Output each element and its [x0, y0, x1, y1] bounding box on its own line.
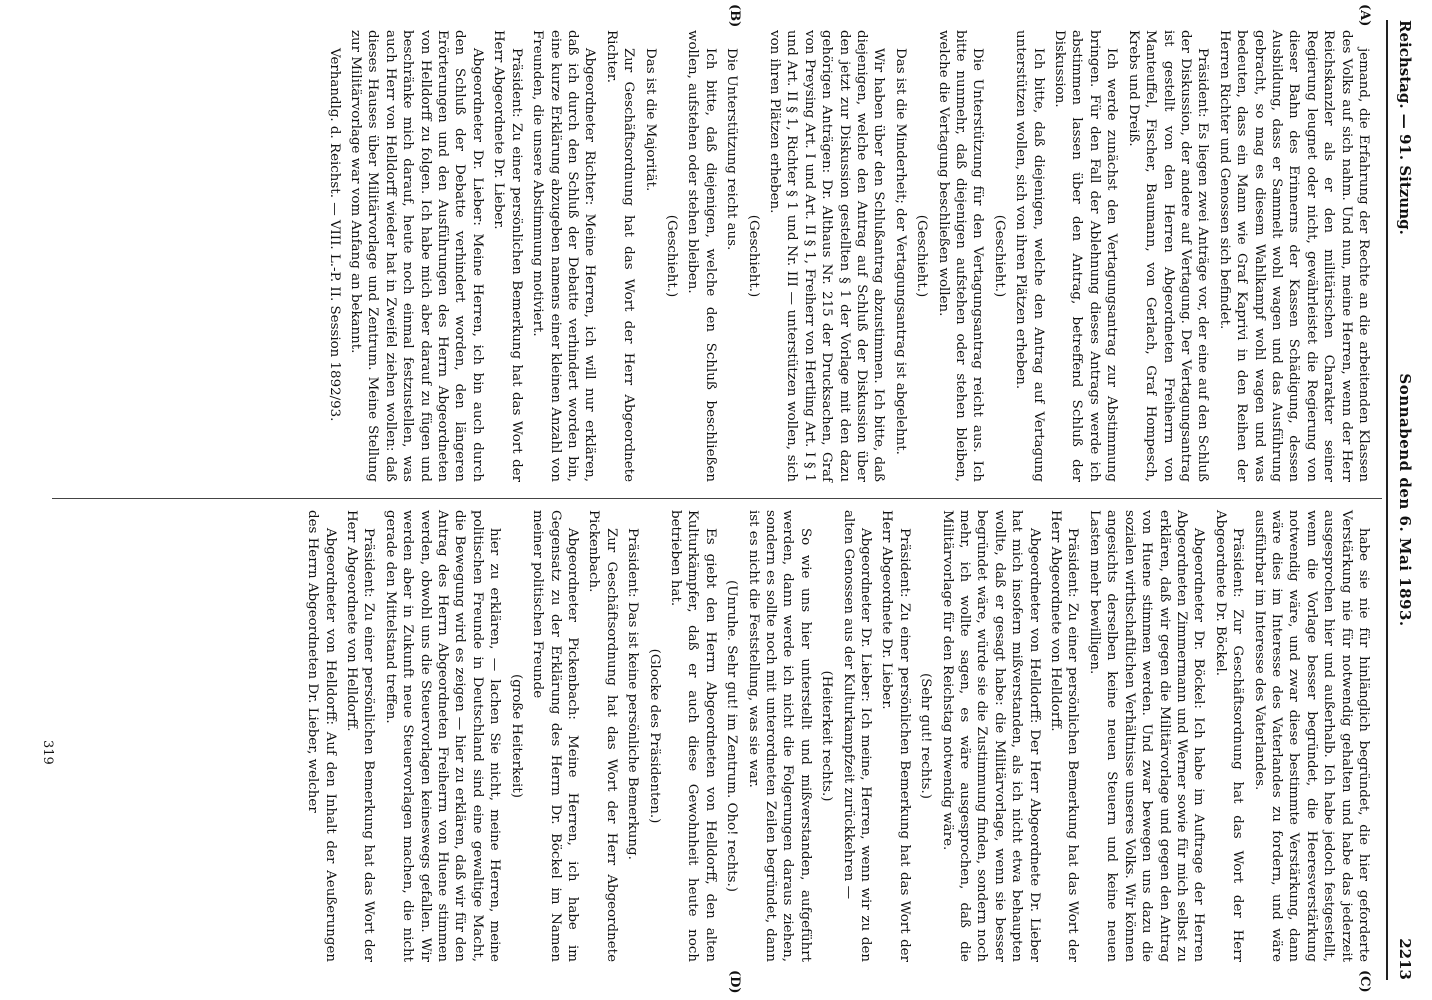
paragraph: Abgeordneter von Helldorff: Der Herr Abgeordnete Dr. Lieber hat mich insofern mißverstanden, als ich nicht etwa behaupten wollte, daß er gesagt habe: die Militärvorlage, wenn sie besser begründet wäre, würde sie die Zustimmung finden, sondern noch mehr, ich wollte sagen, es wäre ausgesprochen, daß die Militärvorlage für den Reichstag notwendig wäre.	[939, 510, 1042, 962]
paragraph: Ich werde zunächst den Vertagungsantrag zur Abstimmung bringen. Für den Fall der Ablehnung dieses Antrags werde ich abstimmen lassen über den Antrag, betreffend Schluß der Diskussion.	[1052, 30, 1120, 482]
paragraph: (Geschieht.)	[663, 214, 679, 298]
right-column	[300, 510, 1372, 962]
paragraph: Abgeordneter Dr. Lieber: Ich meine, Herren, wenn wir zu den alten Genossen aus der Kulturkampfzeit zurückkehren —	[840, 510, 874, 962]
paragraph: Wir haben über den Schlußantrag abzustimmen. Ich bitte, daß diejenigen, welche den Antrag auf Schluß der Diskussion über den jetzt zur Diskussion gestellten § 1 der Vorlage mit den dazu gehörigen Anträgen: Dr. Althaus Nr. 215 der Drucksachen, Graf von Preysing Art. I und Art. II § 1, Freiherr von Hertling Art. I § 1 und Art. II § 1, Richter § 1 und Nr. III — unterstützen wollen, sich von ihren Plätzen erheben.	[767, 30, 887, 482]
paragraph: Zur Geschäftsordnung hat das Wort der Herr Abgeordnete Richter.	[603, 30, 637, 482]
paragraph: jemand, die Erfahrung der Rechte an die arbeitenden Klassen des Volks auf sich nahm. Und nun, meine Herren, wenn der Herr Reichskanzler als er den militärischen Charakter seiner Regierung leugnet oder nicht, gewährleistet die Regierung von dieser Bahn des Erinnerns der Kassen Schädigung, dessen Ausbildung, dass er Sammelt wohl wagen und das Ausführung gebracht, so mag es diesem Wahlkampf wohl wagen und was bedeuten, dass ein Mann wie Graf Kaprivi in den Reihen der Herren Richter und Genossen sich befindet.	[1216, 30, 1371, 482]
header-left: Reichstag. — 91. Sitzung.	[1396, 20, 1414, 235]
left-column	[321, 30, 1372, 482]
paragraph: Abgeordneter von Helldorff: Auf den Inhalt der Aeußerungen des Herrn Abgeordneten Dr. Lieber, welcher	[305, 510, 338, 962]
paragraph: Präsident: Es liegen zwei Anträge vor, der eine auf den Schluß der Diskussion, der andere auf Vertagung. Der Vertagungsantrag ist gestellt von den Herren Abgeordneten Freiherrn von Manteuffel, Fischer, Baumann, von Gerlach, Graf Hompesch, Krebs und Dreiß.	[1125, 30, 1211, 482]
paragraph: Präsident: Zu einer persönlichen Bemerkung hat das Wort der Herr Abgeordnete von Helldorff.	[344, 510, 377, 962]
paragraph: (Geschieht.)	[914, 214, 930, 298]
paragraph: Das ist die Minderheit; der Vertagungsantrag ist abgelehnt.	[892, 48, 908, 455]
paragraph: (Unruhe. Sehr gut! im Zentrum. Oho! rechts.)	[724, 579, 740, 892]
paragraph: Präsident: Zu einer persönlichen Bemerkung hat das Wort der Herr Abgeordnete von Helldorff.	[1048, 510, 1081, 962]
paragraph: (Geschieht.)	[991, 214, 1007, 298]
paragraph: Präsident: Zu einer persönlichen Bemerkung hat das Wort der Herr Abgeordnete Dr. Lieber.	[491, 30, 524, 482]
paragraph: Präsident: Das ist keine persönliche Bemerkung.	[625, 528, 641, 860]
paragraph: Präsident: Zur Geschäftsordnung hat das Wort der Herr Abgeordnete Dr. Böckel.	[1212, 510, 1246, 962]
header-rule	[1386, 20, 1388, 980]
paragraph: Verhandlg. d. Reichst. — VIII. L.-P. II. Session 1892/93.	[326, 48, 342, 422]
paragraph: (Heiterkeit rechts.)	[819, 670, 835, 802]
footer-page-number: 319	[40, 740, 55, 765]
paragraph: Ich bitte, daß diejenigen, welche den Antrag auf Vertagung unterstützen wollen, sich von ihren Plätzen erheben.	[1013, 30, 1046, 482]
margin-mark-d: (D)	[727, 970, 742, 994]
paragraph: Zur Geschäftsordnung hat das Wort der Herr Abgeordnete Pickenbach.	[586, 510, 619, 962]
paragraph: Abgeordneter Pickenbach: Meine Herren, ich habe im Gegensatz zu der Erklärung des Herrn Dr. Böckel im Namen meiner politischen Freunde	[530, 510, 580, 962]
paragraph: Abgeordneter Richter: Meine Herren, ich will nur erklären, daß ich durch den Schluß der Debatte verhindert worden bin, eine kurze Erklärung abzugeben namens einer kleinen Anzahl von Freunden, die unsere Abstimmung motiviert.	[530, 30, 598, 482]
paragraph: (große Heiterkeit)	[508, 674, 524, 798]
paragraph: So wie uns hier unterstellt und mißverstanden, aufgeführt werden, dann werde ich nicht die Folgerungen daraus ziehen, sondern es sollte noch mit unterordneten Zeilen begründet, dann ist es nicht die Feststellung, was sie war.	[745, 510, 813, 962]
paragraph: habe sie nie für hinlänglich begründet, die hier geforderte Verstärkung nie für notwendig gehalten und habe das jederzeit ausgesprochen hier und außerhalb. Ich habe jedoch festgestellt, wenn die Vorlage besser begründet, die Heeresverstärkung notwendig wäre, und zwar diese bestimmte Verstärkung, dann wäre dies im Interesse des Vaterlandes zu fordern, und wäre ausführbar im Interesse des Vaterlandes.	[1251, 510, 1371, 962]
margin-mark-c: (C)	[1357, 970, 1372, 993]
column-divider	[52, 498, 1382, 499]
paragraph: Es giebt den Herrn Abgeordneten von Helldorff, den alten Kulturkämpfer, daß er auch diese Gewohnheit heute noch betrieben hat.	[667, 510, 718, 962]
paragraph: hier zu erklären, — lachen Sie nicht, meine Herren, meine politischen Freunde in Deutschland sind eine gewaltige Macht, die Bewegung wird es zeigen — hier zu erklären, daß wir für den Antrag des Herrn Abgeordneten Freiherrn von Huene stimmen werden, obwohl uns die Steuervorlagen keineswegs gefallen. Wir werden aber in Zukunft neue Steuervorlagen machen, die nicht gerade den Mittelstand treffen.	[382, 510, 503, 962]
paragraph: (Geschieht.)	[745, 214, 761, 298]
paragraph: Die Unterstützung reicht aus.	[724, 48, 740, 251]
paragraph: Präsident: Zu einer persönlichen Bemerkung hat das Wort der Herr Abgeordnete Dr. Lieber.	[879, 510, 912, 962]
margin-mark-a: (A)	[1357, 4, 1372, 27]
page-header	[1390, 20, 1418, 980]
paragraph: Die Unterstützung für den Vertagungsantrag reicht aus. Ich bitte nunmehr, daß diejenigen aufstehen oder stehen bleiben, welche die Vertagung beschließen wollen.	[935, 30, 986, 482]
header-date: Sonnabend den 6. Mai 1893.	[1396, 373, 1414, 627]
paragraph: Abgeordneter Dr. Lieber: Meine Herren, ich bin auch durch den Schluß der Debatte verhindert worden, den längeren Erörterungen und den Ausführungen des Herrn Abgeordneten von Helldorff zu folgen. Ich habe mich aber darauf zu fügen und beschränke mich darauf, heute noch einmal festzustellen, was auch Herr von Helldorff wieder hat in Zweifel ziehen wollen: daß dieses Hauses über Militärvorlage und Zentrum. Meine Stellung zur Militärvorlage war vom Anfang an bekannt.	[348, 30, 485, 482]
paragraph: (Glocke des Präsidenten.)	[646, 648, 662, 824]
margin-mark-b: (B)	[727, 4, 742, 28]
paragraph: Ich bitte, daß diejenigen, welche den Schluß beschließen wollen, aufstehen oder stehen bleiben.	[685, 30, 718, 482]
paragraph: (Sehr gut! rechts.)	[918, 672, 934, 799]
paragraph: Das ist die Majorität.	[642, 48, 658, 192]
page-number: 2213	[1396, 938, 1414, 980]
paragraph: Abgeordneter Dr. Böckel: Ich habe im Auftrage der Herren Abgeordneten Zimmermann und Werner sowie für mich selbst zu erklären, daß wir gegen die Militärvorlage und gegen den Antrag von Huene stimmen werden. Und zwar bewegen uns dazu die sozialen wirthschaftlichen Verhältnisse unseres Volks. Wir können angesichts derselben keine neuen Steuern und keine neuen Lasten mehr bewilligen.	[1086, 510, 1207, 962]
